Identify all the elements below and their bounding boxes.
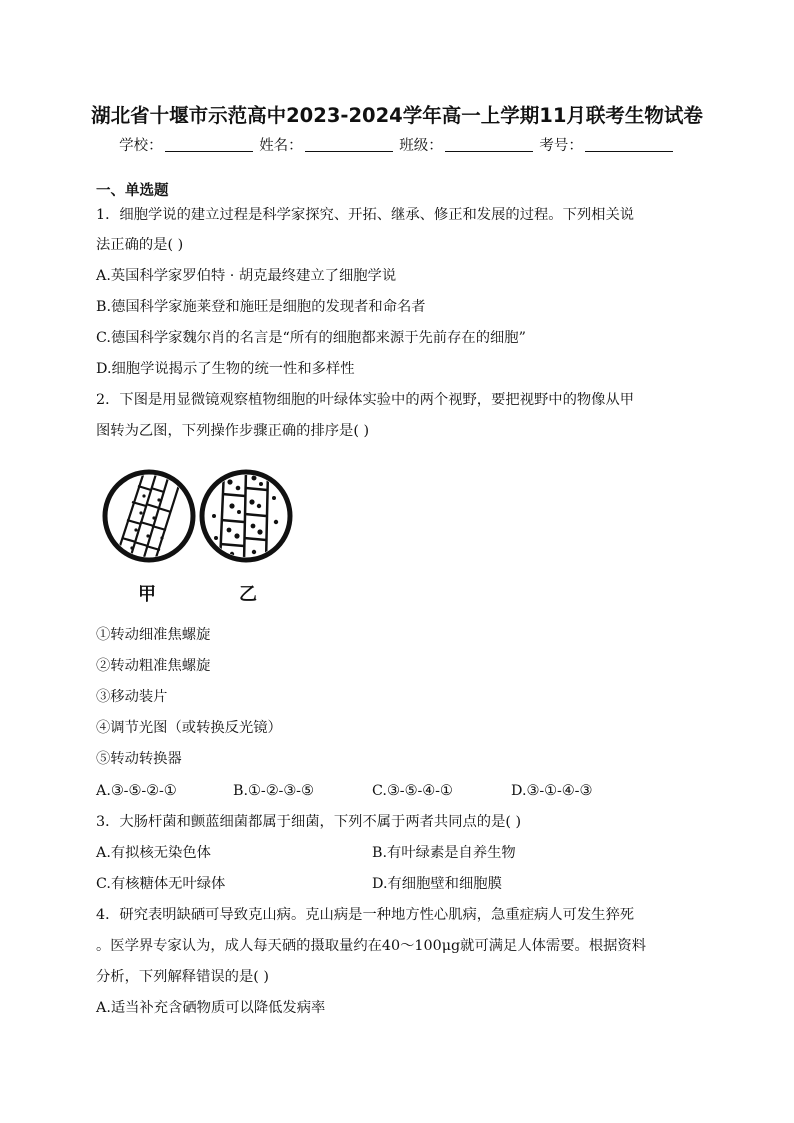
- q2-stem-line2: 图转为乙图，下列操作步骤正确的排序是( ): [96, 423, 370, 439]
- q2-step5: ⑤转动转换器: [96, 751, 182, 767]
- name-blank[interactable]: [305, 137, 393, 152]
- school-label: 学校：: [119, 138, 163, 154]
- q2-option-a: A.③-⑤-②-①: [96, 783, 177, 799]
- student-info-row: [0, 134, 794, 155]
- q1-option-b: B.德国科学家施莱登和施旺是细胞的发现者和命名者: [96, 299, 426, 315]
- name-label: 姓名：: [259, 138, 303, 154]
- q3-option-b: B.有叶绿素是自养生物: [372, 845, 516, 861]
- microscope-fields-drawing: [96, 458, 302, 616]
- q2-option-b: B.①-②-③-⑤: [233, 783, 314, 799]
- q1-option-d: D.细胞学说揭示了生物的统一性和多样性: [96, 361, 355, 377]
- q2-step1: ①转动细准焦螺旋: [96, 627, 211, 643]
- id-blank[interactable]: [585, 137, 673, 152]
- class-label: 班级：: [399, 138, 443, 154]
- field-jia: [105, 472, 193, 564]
- q1-stem-line2: 法正确的是( ): [96, 237, 184, 253]
- q4-stem-line2: 。医学界专家认为，成人每天硒的摄取量约在40～100μg就可满足人体需要。根据资料: [96, 938, 647, 954]
- q2-step4: ④调节光图（或转换反光镜）: [96, 720, 282, 736]
- school-blank[interactable]: [165, 137, 253, 152]
- class-blank[interactable]: [445, 137, 533, 152]
- q1-stem-line1: 1．细胞学说的建立过程是科学家探究、开拓、继承、修正和发展的过程。下列相关说: [96, 207, 635, 223]
- q4-stem-line1: 4．研究表明缺硒可导致克山病。克山病是一种地方性心肌病，急重症病人可发生猝死: [96, 907, 635, 923]
- q2-option-c: C.③-⑤-④-①: [372, 783, 453, 799]
- q3-stem: 3．大肠杆菌和颤蓝细菌都属于细菌，下列不属于两者共同点的是( ): [96, 814, 522, 830]
- fig-label-yi: 乙: [239, 584, 257, 605]
- field-yi: [202, 470, 290, 562]
- section-heading: 一、单选题: [96, 183, 169, 199]
- microscope-fields-figure: [96, 458, 302, 616]
- q3-option-d: D.有细胞壁和细胞膜: [372, 876, 502, 892]
- q4-stem-line3: 分析，下列解释错误的是( ): [96, 969, 269, 985]
- q1-option-a: A.英国科学家罗伯特 · 胡克最终建立了细胞学说: [96, 268, 397, 284]
- q1-option-c: C.德国科学家魏尔肖的名言是“所有的细胞都来源于先前存在的细胞”: [96, 330, 526, 346]
- q4-option-a: A.适当补充含硒物质可以降低发病率: [96, 1000, 326, 1016]
- id-label: 考号：: [539, 138, 583, 154]
- q2-step2: ②转动粗准焦螺旋: [96, 658, 211, 674]
- exam-title: 湖北省十堰市示范高中2023-2024学年高一上学期11月联考生物试卷: [91, 104, 703, 127]
- q2-stem-line1: 2．下图是用显微镜观察植物细胞的叶绿体实验中的两个视野，要把视野中的物像从甲: [96, 392, 635, 408]
- q2-option-d: D.③-①-④-③: [511, 783, 593, 799]
- q3-option-a: A.有拟核无染色体: [96, 845, 211, 861]
- q3-option-c: C.有核糖体无叶绿体: [96, 876, 226, 892]
- q2-step3: ③移动装片: [96, 689, 168, 705]
- fig-label-jia: 甲: [138, 584, 156, 605]
